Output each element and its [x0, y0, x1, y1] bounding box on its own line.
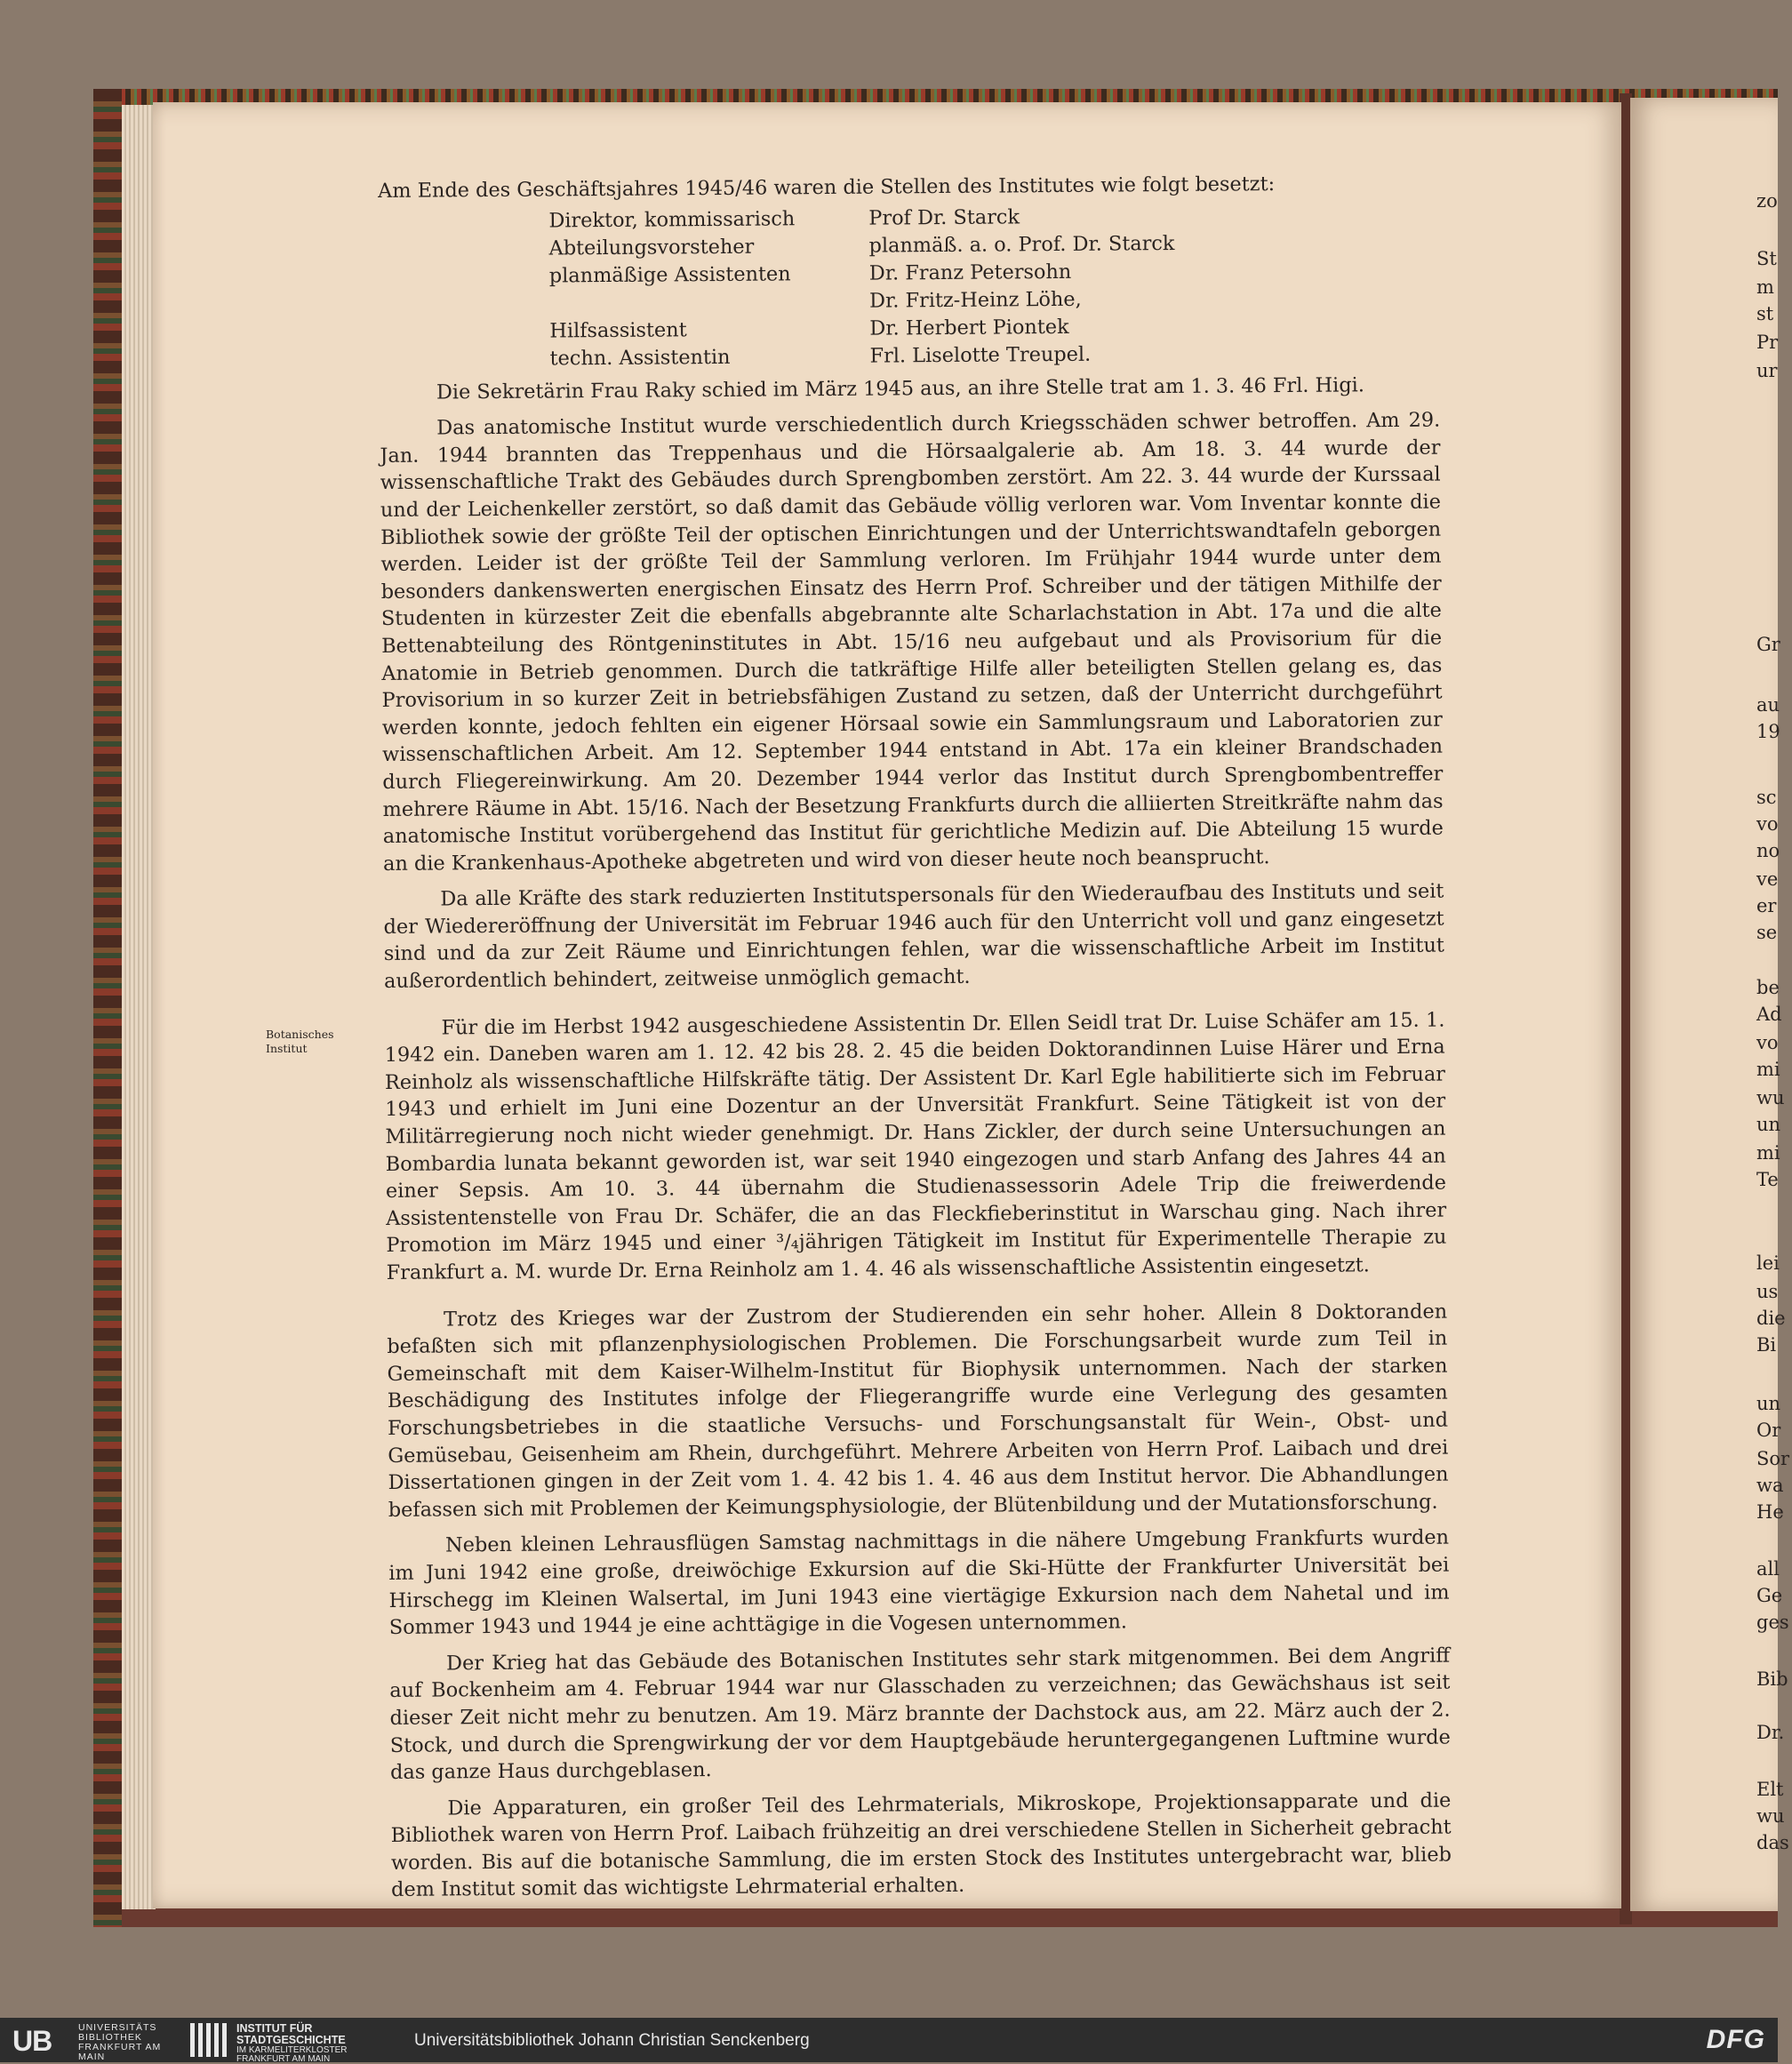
ub-logo[interactable]: UB [12, 2025, 52, 2057]
staff-name: Dr. Fritz-Heinz Löhe, [869, 287, 1082, 313]
facing-page-fragment: Pr [1756, 332, 1779, 353]
staff-role: Abteilungsvorsteher [548, 235, 755, 260]
facing-page-fragment: no [1756, 840, 1780, 861]
facing-page-fragment: be [1756, 977, 1780, 998]
body-paragraph: Der Krieg hat das Gebäude des Botanischen Institutes sehr stark mitgenommen. Bei dem Angriff auf Bockenheim am 4. Februar 1944 war nur Glasschaden zu verzeichnen; das Gewächshaus ist seit dieser Zeit nicht mehr zu benutzen. Am 19. März brannte der Dachstock aus, am 22. März auch der 2. Stock, und durch die Sprengwirkung der vor dem Hauptgebäude heruntergegangenen Luftmine wurde das ganze Haus durchgeblasen. [389, 1644, 1451, 1785]
staff-row [549, 285, 1175, 318]
library-name: Universitätsbibliothek Johann Christian Senckenberg [414, 2031, 810, 2050]
facing-page-fragment: die [1756, 1308, 1786, 1329]
body-paragraph: Die Apparaturen, ein großer Teil des Lehrmaterials, Mikroskope, Projektionsapparate und die Bibliothek waren von Herrn Prof. Laibach frühzeitig an drei verschiedene Stellen in Sicherheit gebracht worden. Bis auf die botanische Sammlung, die im ersten Stock des Institutes untergebracht war, blieb dem Institut somit das wichtigste Lehrmaterial erhalten. [390, 1788, 1452, 1902]
facing-page-fragment: mi [1756, 1142, 1780, 1164]
facing-page-fragment: 19 [1756, 721, 1780, 742]
staff-role: Hilfsassistent [549, 317, 687, 343]
facing-page-fragment: das [1756, 1832, 1789, 1853]
body-paragraph: Neben kleinen Lehrausflügen Samstag nachmittags in die nähere Umgebung Frankfurts wurden im Juni 1942 eine große, dreiwöchige Exkursion auf die Ski-Hütte der Frankfurter Universität bei Hirschegg im Kleinen Walsertal, im Juni 1943 eine viertägige Exkursion nach dem Nahetal und im Sommer 1943 und 1944 je eine achttägige in die Vogesen unternommen. [388, 1525, 1450, 1640]
body-paragraph: Das anatomische Institut wurde verschiedentlich durch Kriegsschäden schwer betroffen. Am 29. Jan. 1944 brannten das Treppenhaus und die Hörsaalgalerie ab. Am 18. 3. 44 wurde der wissenschaftliche Trakt des Gebäudes durch Sprengbomben zerstört. Am 22. 3. 44 wurde der Kurssaal und der Leichenkeller zerstört, so daß damit das Gebäude völlig verloren war. Vom Inventar konnte die Bibliothek sowie der größte Teil der optischen Einrichtungen und der Unterrichtswandtafeln geborgen werden. Leider ist der größte Teil der Sammlung verloren. Im Frühjahr 1944 wurde unter dem besonders dankenswerten energischen Einsatz des Herrn Prof. Schreiber und der tätigen Mithilfe der Studenten in kürzester Zeit die ebenfalls abgebrannte alte Scharlachstation in Abt. 17a und die alte Bettenabteilung des Röntgeninstitutes in Abt. 15/16 neu aufgebaut und als Provisorium für die Anatomie in Betrieb genommen. Durch die tatkräftige Hilfe aller beteiligten Stellen gelang es, das Provisorium in so kurzer Zeit in betriebsfähigen Zustand zu setzen, daß der Unterricht durchgeführt werden konnte, jedoch fehlten ein eigener Hörsaal sowie ein Sammlungsraum und Laboratorien zur wissenschaftlichen Arbeit. Am 12. September 1944 entstand in Abt. 17a ein kleiner Brandschaden durch Fliegereinwirkung. Am 20. Dezember 1944 verlor das Institut durch Sprengbombentreffer mehrere Räume in Abt. 15/16. Nach der Besetzung Frankfurts durch die alliierten Streitkräfte nahm das anatomische Institut vorübergehend das Institut für gerichtliche Medizin auf. Die Abteilung 15 wurde an die Krankenhaus-Apotheke abgetreten und wird von dieser heute noch beansprucht. [380, 408, 1444, 876]
facing-page-fragment: Sor [1756, 1448, 1790, 1469]
facing-page-fragment: Te [1756, 1169, 1779, 1190]
facing-page-fragment: lei [1756, 1252, 1780, 1274]
facing-page-fragment: se [1756, 922, 1778, 943]
facing-page-fragment: Or [1756, 1420, 1781, 1441]
facing-page-fragment: au [1756, 694, 1780, 716]
facing-page-fragment: wu [1756, 1087, 1785, 1108]
staff-role: planmäßige Assistenten [548, 261, 791, 288]
facing-page-fragment: er [1756, 895, 1777, 916]
ub-name: UNIVERSITÄTS BIBLIOTHEK FRANKFURT AM MAIN [78, 2022, 162, 2062]
facing-page-fragment: un [1756, 1114, 1781, 1135]
body-paragraph: Trotz des Krieges war der Zustrom der Studierenden ein sehr hoher. Allein 8 Doktoranden befaßten sich mit pflanzenphysiologischen Problemen. Die Forschungsarbeit wurde zum Teil in Gemeinschaft mit dem Kaiser-Wilhelm-Institut für Biophysik unternommen. Nach der starken Beschädigung des Institutes infolge der Fliegerangriffe wurde eine Verlegung des gesamten Forschungsbetriebes in die staatliche Versuchs- und Forschungsanstalt für Wein-, Obst- und Gemüsebau, Geisenheim am Rhein, durchgeführt. Mehrere Arbeiten von Herrn Prof. Laibach und drei Dissertationen gingen in der Zeit vom 1. 4. 42 bis 1. 4. 46 aus dem Institut hervor. Die Abhandlungen befassen sich mit Problemen der Keimungsphysiologie, der Blütenbildung und der Mutationsforschung. [387, 1300, 1449, 1522]
margin-note: Botanisches Institut [266, 1028, 334, 1055]
facing-page-fragment: us [1756, 1281, 1779, 1302]
staff-role: techn. Assistentin [549, 345, 731, 371]
facing-page-fragment: Ge [1756, 1585, 1783, 1606]
staff-table [548, 203, 1175, 373]
staff-name: planmäß. a. o. Prof. Dr. Starck [868, 231, 1175, 258]
facing-page-fragment: m [1756, 276, 1774, 298]
staff-name: Dr. Franz Petersohn [868, 260, 1072, 285]
staff-name: Prof Dr. Starck [868, 204, 1020, 230]
facing-page-fragment: all [1756, 1558, 1780, 1580]
facing-page-fragment: sc [1756, 787, 1777, 808]
staff-role [549, 287, 869, 317]
facing-page-fragment: mi [1756, 1059, 1780, 1080]
facing-page-fragment: Bib [1756, 1668, 1788, 1690]
marbled-edge-left [93, 89, 122, 1927]
facing-page-fragment: ges [1756, 1612, 1789, 1633]
facing-page-fragment: Gr [1756, 634, 1780, 655]
facing-page-fragment: un [1756, 1393, 1781, 1414]
facing-page-fragment: zo [1756, 190, 1778, 212]
isg-name [236, 2023, 379, 2064]
body-paragraph: Die Sekretärin Frau Raky schied im März 1945 aus, an ihre Stelle trat am 1. 3. 46 Frl. Higi. [436, 372, 1364, 404]
staff-name: Frl. Liselotte Treupel. [869, 342, 1092, 368]
paragraphs [380, 371, 1452, 1904]
viewer-footer [0, 2018, 1778, 2062]
body-paragraph: Da alle Kräfte des stark reduzierten Institutspersonals für den Wiederaufbau des Instituts und seit der Wiedereröffnung der Universität im Februar 1946 auch für den Unterricht voll und ganz eingesetzt sind und da zur Zeit Räume und Einrichtungen fehlen, war die wissenschaftliche Arbeit im Institut außerordentlich behindert, zeitweise unmöglich gemacht. [383, 879, 1444, 994]
facing-page-fragment: wa [1756, 1475, 1784, 1496]
facing-page-fragment: vo [1756, 813, 1779, 835]
staff-row [549, 340, 1175, 373]
facing-page-fragment: wu [1756, 1805, 1785, 1827]
staff-role: Direktor, kommissarisch [548, 206, 796, 233]
isg-title: INSTITUT FÜR STADTGESCHICHTE [236, 2022, 346, 2046]
facing-page-fragment: Dr. [1756, 1722, 1785, 1743]
staff-name: Dr. Herbert Piontek [869, 315, 1069, 340]
facing-page-fragment: Bi [1756, 1334, 1777, 1356]
page-stack-edges [122, 105, 156, 1909]
intro-line: Am Ende des Geschäftsjahres 1945/46 waren die Stellen des Institutes wie folgt besetzt: [378, 172, 1276, 203]
staff-row [549, 230, 1175, 263]
facing-page-fragment: st [1756, 303, 1774, 324]
isg-logo-icon [190, 2023, 229, 2057]
facing-page-fragment: vo [1756, 1032, 1779, 1053]
facing-page-fragment: Ad [1756, 1004, 1782, 1025]
dfg-logo[interactable]: DFG [1706, 2025, 1765, 2054]
facing-page-fragment: He [1756, 1501, 1784, 1523]
body-paragraph: Für die im Herbst 1942 ausgeschiedene Assistentin Dr. Ellen Seidl trat Dr. Luise Schäfer am 15. 1. 1942 ein. Daneben waren am 1. 12. 42 bis 28. 2. 45 die beiden Doktorandinnen Luise Härer und Erna Reinholz als wissenschaftliche Hilfskräfte tätig. Der Assistent Dr. Karl Egle habilitierte sich im Februar 1943 und erhielt im Juni eine Dozentur an der Unversität Frankfurt. Seine Tätigkeit ist von der Militärregierung noch nicht wieder genehmigt. Dr. Hans Zickler, der durch seine Untersuchungen an Bombardia lunata bekannt geworden ist, war seit 1940 eingezogen und starb Anfang des Jahres 44 an einer Sepsis. Am 10. 3. 44 übernahm die Studienassessorin Adele Trip die freiwerdende Assistentenstelle von Frau Dr. Schäfer, die an das Fleckfieberinstitut in Warschau ging. Nach ihrer Promotion im März 1945 und einer ³/₄jährigen Tätigkeit im Institut für Experimentelle Therapie zu Frankfurt a. M. wurde Dr. Erna Reinholz am 1. 4. 46 als wissenschaftliche Assistentin eingesetzt. [384, 1008, 1447, 1284]
facing-page-fragment: ur [1756, 360, 1778, 381]
facing-page-fragment: Elt [1756, 1779, 1784, 1800]
facing-page-fragment: St [1756, 248, 1777, 269]
page-text [378, 170, 1452, 1904]
isg-subtitle: IM KARMELITERKLOSTER FRANKFURT AM MAIN [236, 2045, 348, 2064]
facing-page-fragment: ve [1756, 868, 1779, 890]
